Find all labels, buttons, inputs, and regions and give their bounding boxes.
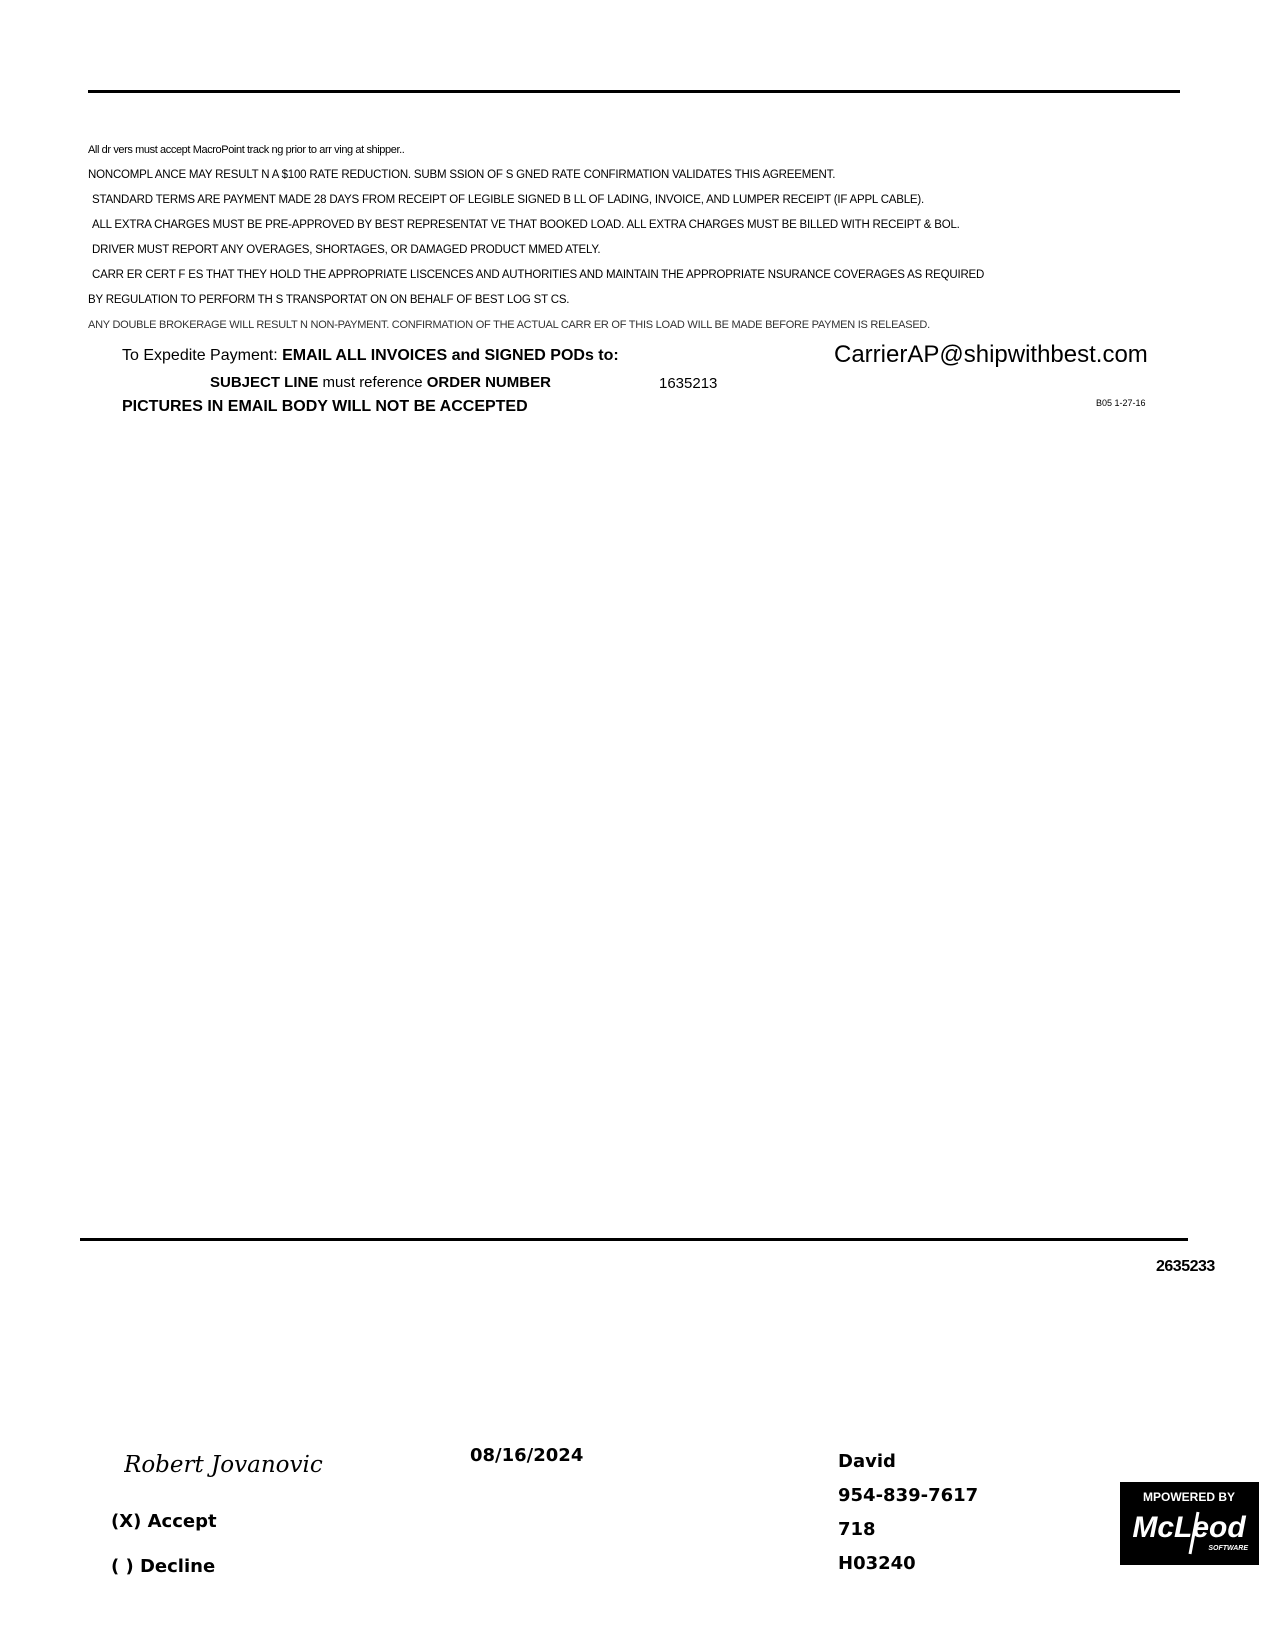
bottom-divider <box>80 1238 1188 1241</box>
decline-option[interactable]: ( ) Decline <box>111 1556 216 1577</box>
form-code: B05 1-27-16 <box>1096 398 1146 408</box>
signature-image <box>124 1446 364 1486</box>
terms-line: NONCOMPL ANCE MAY RESULT N A $100 RATE REDUCTION. SUBM SSION OF S GNED RATE CONFIRMATION VALIDATES THIS AGREEMENT. <box>88 169 836 181</box>
bottom-reference-number: 2635233 <box>1156 1258 1215 1275</box>
logo-line-2: McLeod <box>1132 1511 1246 1544</box>
subject-c: ORDER NUMBER <box>426 374 551 391</box>
mcleod-logo-icon <box>1120 1482 1259 1565</box>
logo-line-1: MPOWERED BY <box>1142 1490 1236 1504</box>
pictures-note: PICTURES IN EMAIL BODY WILL NOT BE ACCEPTED <box>122 398 528 415</box>
subject-line-note <box>210 374 551 391</box>
accept-option[interactable]: (X) Accept <box>111 1511 217 1532</box>
expedite-prefix: To Expedite Payment: <box>122 347 283 364</box>
signature-date: 08/16/2024 <box>470 1445 584 1466</box>
carrier-ap-email: CarrierAP@shipwithbest.com <box>834 341 1148 368</box>
terms-line: DRIVER MUST REPORT ANY OVERAGES, SHORTAGES, OR DAMAGED PRODUCT MMED ATELY. <box>92 244 601 256</box>
logo-line-3: SOFTWARE <box>1208 1545 1248 1552</box>
terms-line: All dr vers must accept MacroPoint track ng prior to arr ving at shipper.. <box>88 144 405 156</box>
subject-a: SUBJECT LINE <box>210 374 323 391</box>
terms-line: STANDARD TERMS ARE PAYMENT MADE 28 DAYS FROM RECEIPT OF LEGIBLE SIGNED B LL OF LADING, INVOICE, AND LUMPER RECEIPT (IF APPL CABLE). <box>92 194 925 206</box>
contact-code: H03240 <box>838 1553 916 1574</box>
signature-svg <box>124 1446 364 1486</box>
mcleod-logo <box>1120 1482 1259 1565</box>
order-number: 1635213 <box>659 375 718 392</box>
expedite-instruction: EMAIL ALL INVOICES and SIGNED PODs to: <box>282 347 619 364</box>
terms-line: CARR ER CERT F ES THAT THEY HOLD THE APPROPRIATE LISCENCES AND AUTHORITIES AND MAINTAIN THE APPROPRIATE NSURANCE COVERAGES AS REQUIRED <box>92 269 985 281</box>
top-divider <box>88 90 1180 93</box>
contact-phone: 954-839-7617 <box>838 1485 979 1506</box>
terms-line: ANY DOUBLE BROKERAGE WILL RESULT N NON-PAYMENT. CONFIRMATION OF THE ACTUAL CARR ER OF THIS LOAD WILL BE MADE BEFORE PAYMEN IS RELEASED. <box>88 319 930 331</box>
terms-list <box>88 138 1198 338</box>
expedite-payment-instruction <box>122 347 619 365</box>
terms-line: ALL EXTRA CHARGES MUST BE PRE-APPROVED BY BEST REPRESENTAT VE THAT BOOKED LOAD. ALL EXTRA CHARGES MUST BE BILLED WITH RECEIPT & BOL. <box>92 219 960 231</box>
subject-b: must reference <box>322 374 427 391</box>
contact-extension: 718 <box>838 1519 876 1540</box>
terms-line: BY REGULATION TO PERFORM TH S TRANSPORTAT ON ON BEHALF OF BEST LOG ST CS. <box>88 294 570 306</box>
contact-block <box>838 1445 978 1581</box>
signature-text: Robert Jovanovic <box>124 1452 323 1478</box>
contact-name: David <box>838 1451 896 1472</box>
